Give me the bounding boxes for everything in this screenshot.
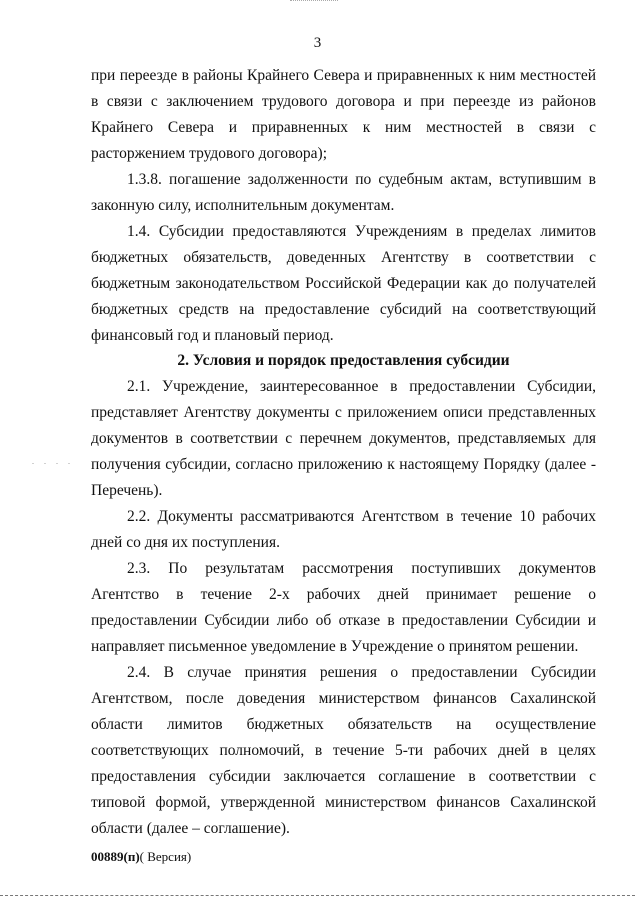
text-block-before [91,63,596,349]
scan-artifact-dots: . . . . [32,457,74,466]
paragraph-2-1: 2.1. Учреждение, заинтересованное в предоставлении Субсидии, представляет Агентству документы с приложением описи представленных документов в соответствии с перечнем документов, представляемых для получения субсидии, согласно приложению к настоящему Порядку (далее - Перечень). [91,378,596,499]
document-code: 00889(п) [91,849,140,864]
scan-artifact-top [290,0,338,1]
paragraph-2-3: 2.3. По результатам рассмотрения поступивших документов Агентство в течение 2-х рабочих дней принимает решение о предоставлении Субсидии либо об отказе в предоставлении Субсидии и направляет письменное уведомление в Учреждение о принятом решении. [91,560,596,655]
page-number: 3 [313,35,322,51]
document-version: ( Версия) [139,849,192,864]
text-block-after [91,374,596,842]
paragraph-continuation: при переезде в районы Крайнего Севера и приравненных к ним местностей в связи с заключением трудового договора и при переезде из районов Крайнего Севера и приравненных к ним местностей в связи с расторжением трудового договора); [91,67,596,162]
paragraph-2-2: 2.2. Документы рассматриваются Агентством в течение 10 рабочих дней со дня их поступления. [91,508,596,551]
paragraph-1-3-8: 1.3.8. погашение задолженности по судебным актам, вступившим в законную силу, исполнительным документам. [91,171,596,214]
section-heading: 2. Условия и порядок предоставления субсидии [177,352,510,369]
paragraph-2-4: 2.4. В случае принятия решения о предоставлении Субсидии Агентством, после доведения министерством финансов Сахалинской области лимитов бюджетных обязательств на осуществление соответствующих полномочий, в течение 5-ти рабочих дней в целях предоставления субсидии заключается соглашение в соответствии с типовой формой, утвержденной министерством финансов Сахалинской области (далее – соглашение). [91,664,596,837]
paragraph-1-4: 1.4. Субсидии предоставляются Учреждениям в пределах лимитов бюджетных обязательств, доведенных Агентству в соответствии с бюджетным законодательством Российской Федерации как до получателей бюджетных средств на предоставление субсидий на соответствующий финансовый год и плановый период. [91,223,596,344]
scan-artifact-bottom-rule [0,895,635,896]
document-footer [91,849,191,865]
